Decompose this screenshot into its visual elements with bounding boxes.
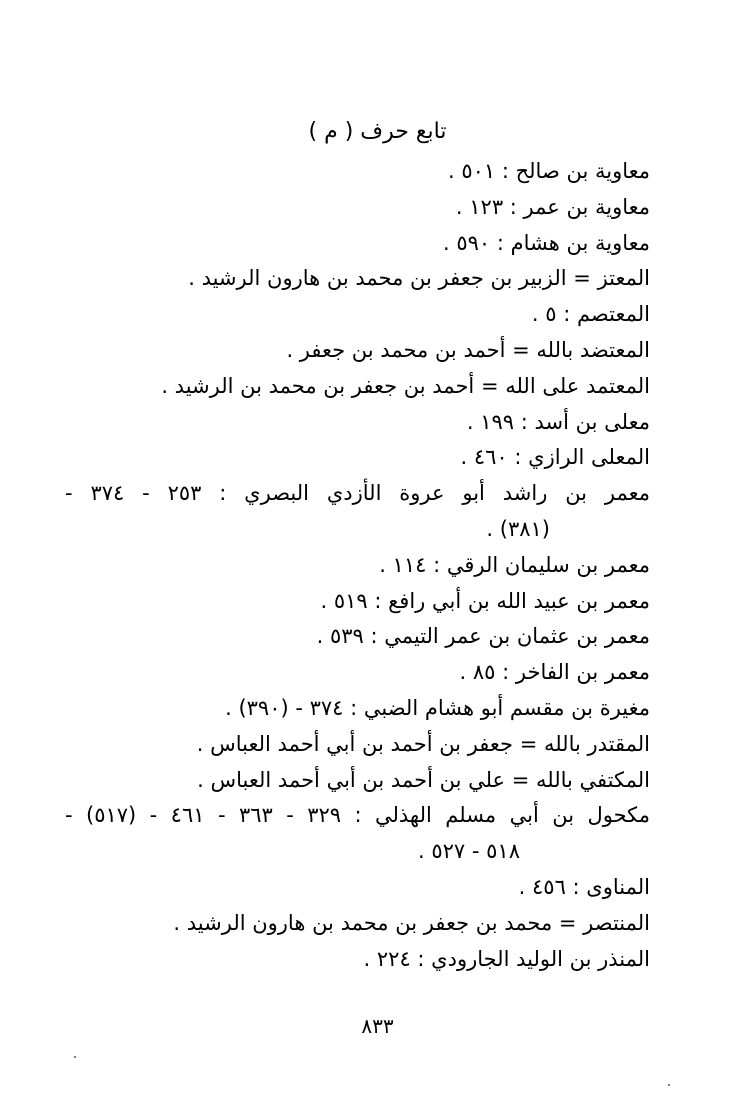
index-entry: المكتفي بالله = علي بن أحمد بن أبي أحمد العباس . <box>197 767 650 792</box>
index-entry: معاوية بن صالح : ٥٠١ . <box>447 159 650 183</box>
index-entry: المعتضد بالله = أحمد بن محمد بن جعفر . <box>286 337 650 362</box>
index-entry-continuation: (٣٨١) . <box>486 516 550 541</box>
index-entry-continuation: ٥١٨ - ٥٢٧ . <box>418 839 520 864</box>
scan-speck <box>668 1084 670 1086</box>
index-entry: معمر بن راشد أبو عروة الأزدي البصري : ٢٥٣ - ٣٧٤ - <box>65 481 650 506</box>
index-entry: المعتمد على الله = أحمد بن جعفر بن محمد بن الرشيد . <box>161 373 650 398</box>
index-entries <box>65 154 650 977</box>
index-entry: مغيرة بن مقسم أبو هشام الضبي : ٣٧٤ - (٣٩٠) . <box>225 695 650 720</box>
index-entry: المنذر بن الوليد الجارودي : ٢٢٤ . <box>363 946 650 971</box>
index-entry: المعتز = الزبير بن جعفر بن محمد بن هارون الرشيد . <box>188 266 650 291</box>
index-entry: المقتدر بالله = جعفر بن أحمد بن أبي أحمد العباس . <box>196 731 650 756</box>
index-entry: مكحول بن أبي مسلم الهذلي : ٣٢٩ - ٣٦٣ - ٤٦١ - (٥١٧) - <box>65 803 650 828</box>
index-entry: معمر بن سليمان الرقي : ١١٤ . <box>379 552 650 577</box>
page-number: ٨٣٣ <box>361 1014 394 1038</box>
index-entry: المنتصر = محمد بن جعفر بن محمد بن هارون الرشيد . <box>173 910 650 935</box>
index-entry: معلى بن أسد : ١٩٩ . <box>466 409 650 434</box>
page-heading: تابع حرف ( م ) <box>308 119 447 144</box>
index-entry: معمر بن عثمان بن عمر التيمي : ٥٣٩ . <box>316 624 650 649</box>
index-entry: معاوية بن هشام : ٥٩٠ . <box>442 230 650 255</box>
index-entry: معاوية بن عمر : ١٢٣ . <box>455 194 650 219</box>
index-entry: المعتصم : ٥ . <box>531 302 650 327</box>
index-entry: المناوى : ٤٥٦ . <box>518 874 650 899</box>
index-entry: معمر بن الفاخر : ٨٥ . <box>459 660 650 685</box>
scan-speck <box>74 1056 76 1058</box>
index-entry: المعلى الرازي : ٤٦٠ . <box>460 445 650 470</box>
index-entry: معمر بن عبيد الله بن أبي رافع : ٥١٩ . <box>320 588 650 613</box>
